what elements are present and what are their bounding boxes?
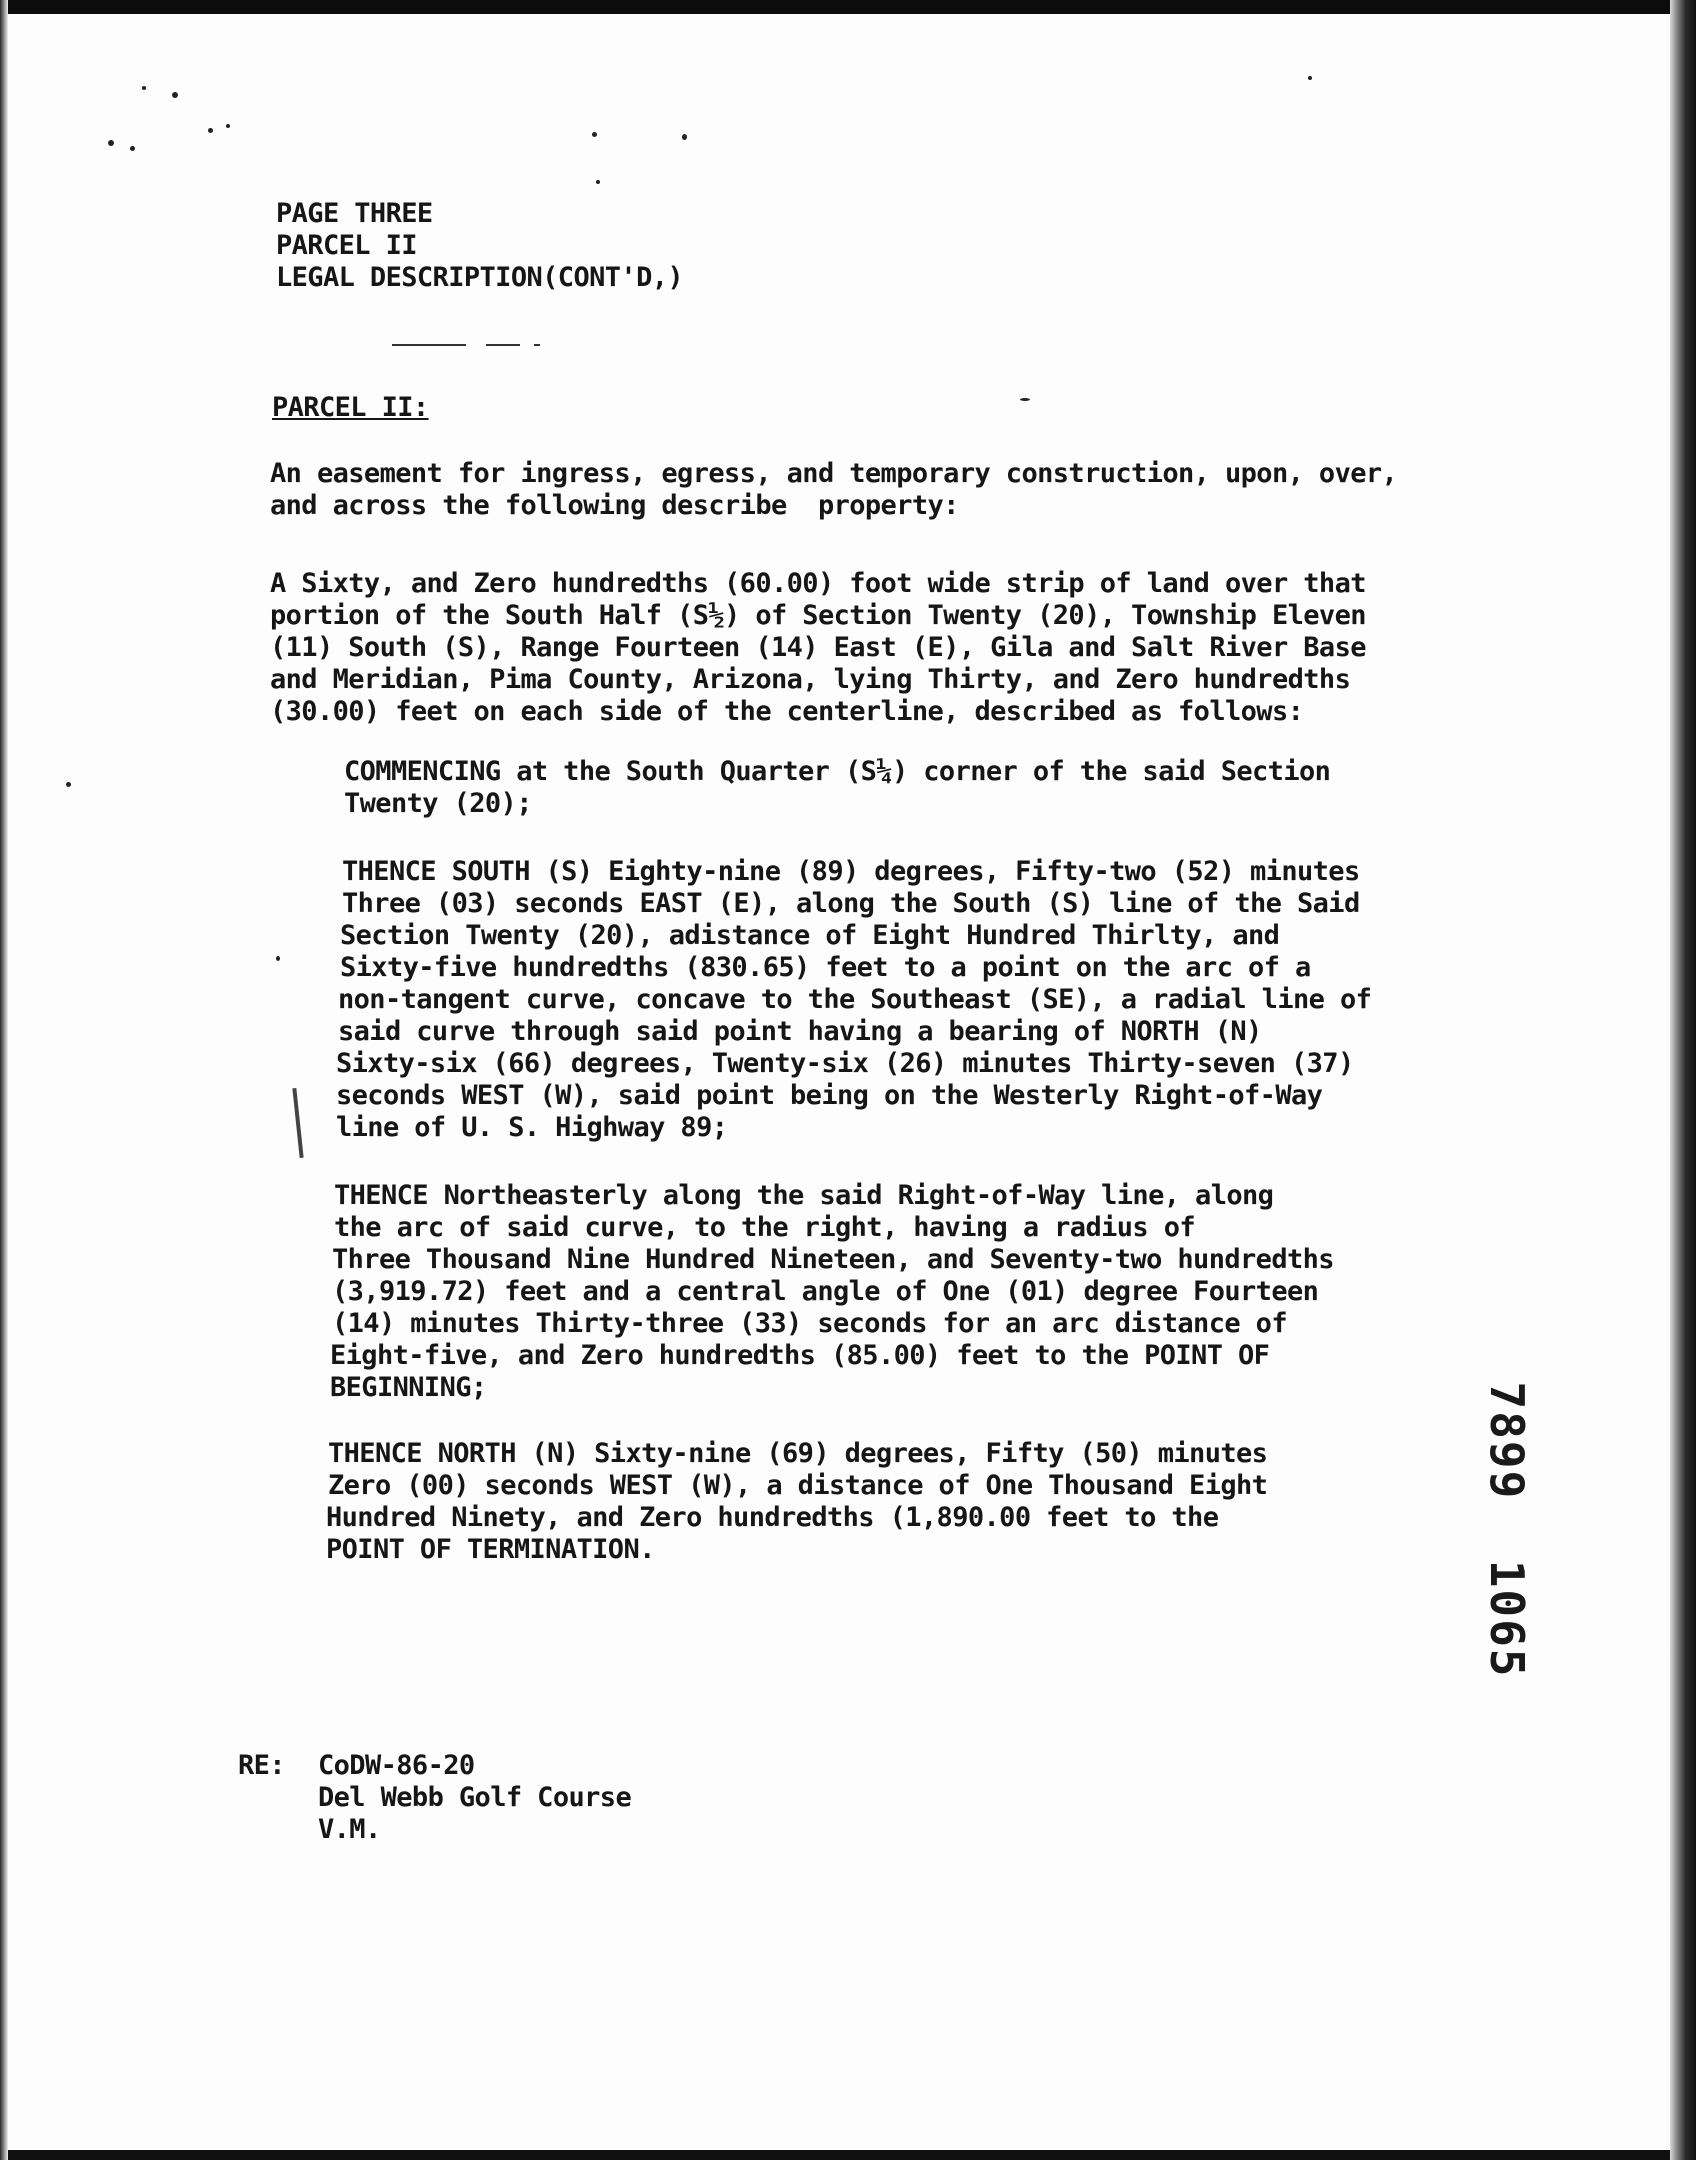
scan-border-bottom bbox=[0, 2150, 1696, 2160]
re-reference: CoDW-86-20 bbox=[318, 1750, 475, 1781]
separator-dash bbox=[486, 344, 520, 346]
scan-speck bbox=[276, 956, 280, 961]
scan-speck bbox=[592, 132, 597, 137]
scan-speck bbox=[682, 134, 687, 140]
thence-north-line: POINT OF TERMINATION. bbox=[326, 1534, 655, 1565]
scan-speck bbox=[142, 86, 146, 90]
legal-description-line: LEGAL DESCRIPTION(CONT'D,) bbox=[276, 262, 684, 293]
margin-pen-mark bbox=[292, 1088, 303, 1158]
strip-paragraph-line: A Sixty, and Zero hundredths (60.00) foot wide strip of land over that bbox=[270, 568, 1366, 599]
re-project: Del Webb Golf Course bbox=[318, 1782, 632, 1813]
thence-south-line: line of U. S. Highway 89; bbox=[336, 1112, 728, 1143]
thence-north-line: Hundred Ninety, and Zero hundredths (1,890.00 feet to the bbox=[326, 1502, 1219, 1533]
thence-ne-line: Eight-five, and Zero hundredths (85.00) feet to the POINT OF bbox=[330, 1340, 1270, 1371]
recording-stamp bbox=[1462, 1380, 1552, 1680]
separator-dash bbox=[392, 344, 466, 346]
scan-speck bbox=[208, 128, 213, 133]
thence-south-line: Section Twenty (20), adistance of Eight Hundred Thirlty, and bbox=[340, 920, 1280, 951]
thence-south-line: non-tangent curve, concave to the Southeast (SE), a radial line of bbox=[338, 984, 1372, 1015]
scan-speck bbox=[130, 146, 135, 151]
separator-dash bbox=[534, 344, 540, 346]
intro-line: An easement for ingress, egress, and temporary construction, upon, over, bbox=[270, 458, 1398, 489]
intro-line: and across the following describe property: bbox=[270, 490, 959, 521]
thence-south-line: said curve through said point having a bearing of NORTH (N) bbox=[338, 1016, 1262, 1047]
scan-speck bbox=[1308, 76, 1312, 80]
scan-speck bbox=[172, 92, 178, 98]
thence-ne-line: (3,919.72) feet and a central angle of One (01) degree Fourteen bbox=[332, 1276, 1319, 1307]
thence-ne-line: the arc of said curve, to the right, having a radius of bbox=[334, 1212, 1196, 1243]
commencing-line: Twenty (20); bbox=[344, 788, 532, 819]
thence-south-line: seconds WEST (W), said point being on the Westerly Right-of-Way bbox=[336, 1080, 1323, 1111]
parcel-line: PARCEL II bbox=[276, 230, 417, 261]
re-label: RE: bbox=[238, 1750, 285, 1781]
strip-paragraph-line: and Meridian, Pima County, Arizona, lying Thirty, and Zero hundredths bbox=[270, 664, 1351, 695]
page-number-line: PAGE THREE bbox=[276, 198, 433, 229]
commencing-line: COMMENCING at the South Quarter (S¼) corner of the said Section bbox=[344, 756, 1331, 787]
section-heading: PARCEL II: bbox=[272, 392, 429, 423]
thence-north-line: THENCE NORTH (N) Sixty-nine (69) degrees, Fifty (50) minutes bbox=[328, 1438, 1268, 1469]
strip-paragraph-line: (11) South (S), Range Fourteen (14) East (E), Gila and Salt River Base bbox=[270, 632, 1366, 663]
strip-paragraph-line: (30.00) feet on each side of the centerline, described as follows: bbox=[270, 696, 1304, 727]
scan-speck bbox=[596, 180, 600, 184]
scan-speck bbox=[66, 782, 71, 787]
thence-ne-line: (14) minutes Thirty-three (33) seconds for an arc distance of bbox=[332, 1308, 1287, 1339]
thence-ne-line: THENCE Northeasterly along the said Right-of-Way line, along bbox=[334, 1180, 1274, 1211]
thence-north-line: Zero (00) seconds WEST (W), a distance of One Thousand Eight bbox=[328, 1470, 1268, 1501]
thence-ne-line: Three Thousand Nine Hundred Nineteen, and Seventy-two hundredths bbox=[332, 1244, 1334, 1275]
scan-border-top bbox=[0, 0, 1696, 14]
thence-south-line: Sixty-six (66) degrees, Twenty-six (26) minutes Thirty-seven (37) bbox=[336, 1048, 1354, 1079]
thence-south-line: THENCE SOUTH (S) Eighty-nine (89) degrees, Fifty-two (52) minutes bbox=[342, 856, 1360, 887]
scan-speck bbox=[108, 140, 114, 146]
thence-south-line: Sixty-five hundredths (830.65) feet to a point on the arc of a bbox=[340, 952, 1311, 983]
scan-speck bbox=[226, 124, 230, 128]
thence-south-line: Three (03) seconds EAST (E), along the South (S) line of the Said bbox=[342, 888, 1360, 919]
scan-border-right bbox=[1670, 0, 1696, 2160]
recording-stamp-number: 7899 1065 bbox=[1480, 1381, 1534, 1679]
thence-ne-line: BEGINNING; bbox=[330, 1372, 487, 1403]
re-initials: V.M. bbox=[318, 1814, 381, 1845]
scan-speck bbox=[1020, 398, 1030, 401]
strip-paragraph-line: portion of the South Half (S½) of Section Twenty (20), Township Eleven bbox=[270, 600, 1366, 631]
scan-border-left bbox=[0, 0, 8, 2160]
